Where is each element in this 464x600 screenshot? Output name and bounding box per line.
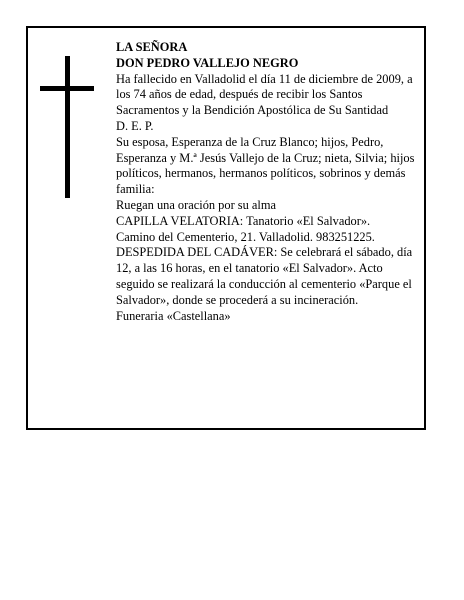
chapel-address: Camino del Cementerio, 21. Valladolid. 983251225. (116, 229, 375, 244)
cross-vertical-bar (65, 56, 70, 198)
chapel-info: CAPILLA VELATORIA: Tanatorio «El Salvador». (116, 213, 371, 228)
cross-horizontal-bar (40, 86, 94, 91)
cross-icon (40, 56, 94, 198)
obituary-notice (26, 26, 426, 430)
funeral-home: Funeraria «Castellana» (116, 308, 231, 323)
prayer-request: Ruegan una oración por su alma (116, 197, 276, 212)
dep-abbreviation: D. E. P. (116, 118, 154, 133)
notice-text (116, 40, 416, 324)
deceased-name: DON PEDRO VALLEJO NEGRO (116, 55, 299, 70)
death-info: Ha fallecido en Valladolid el día 11 de diciembre de 2009, a los 74 años de edad, después de recibir los Santos Sacramentos y la Bendición Apostólica de Su Santidad (116, 71, 413, 118)
family-members: Su esposa, Esperanza de la Cruz Blanco; hijos, Pedro, Esperanza y M.ª Jesús Vallejo de la Cruz; nieta, Silvia; hijos políticos, hermanos, hermanos políticos, sobrinos y demás familia: (116, 134, 415, 197)
farewell-info: DESPEDIDA DEL CADÁVER: Se celebrará el sábado, día 12, a las 16 horas, en el tanatorio «El Salvador». Acto seguido se realizará la conducción al cementerio «Parque el Salvador», donde se procederá a su incineración. (116, 245, 413, 307)
notice-title-line1: LA SEÑORA (116, 40, 188, 54)
